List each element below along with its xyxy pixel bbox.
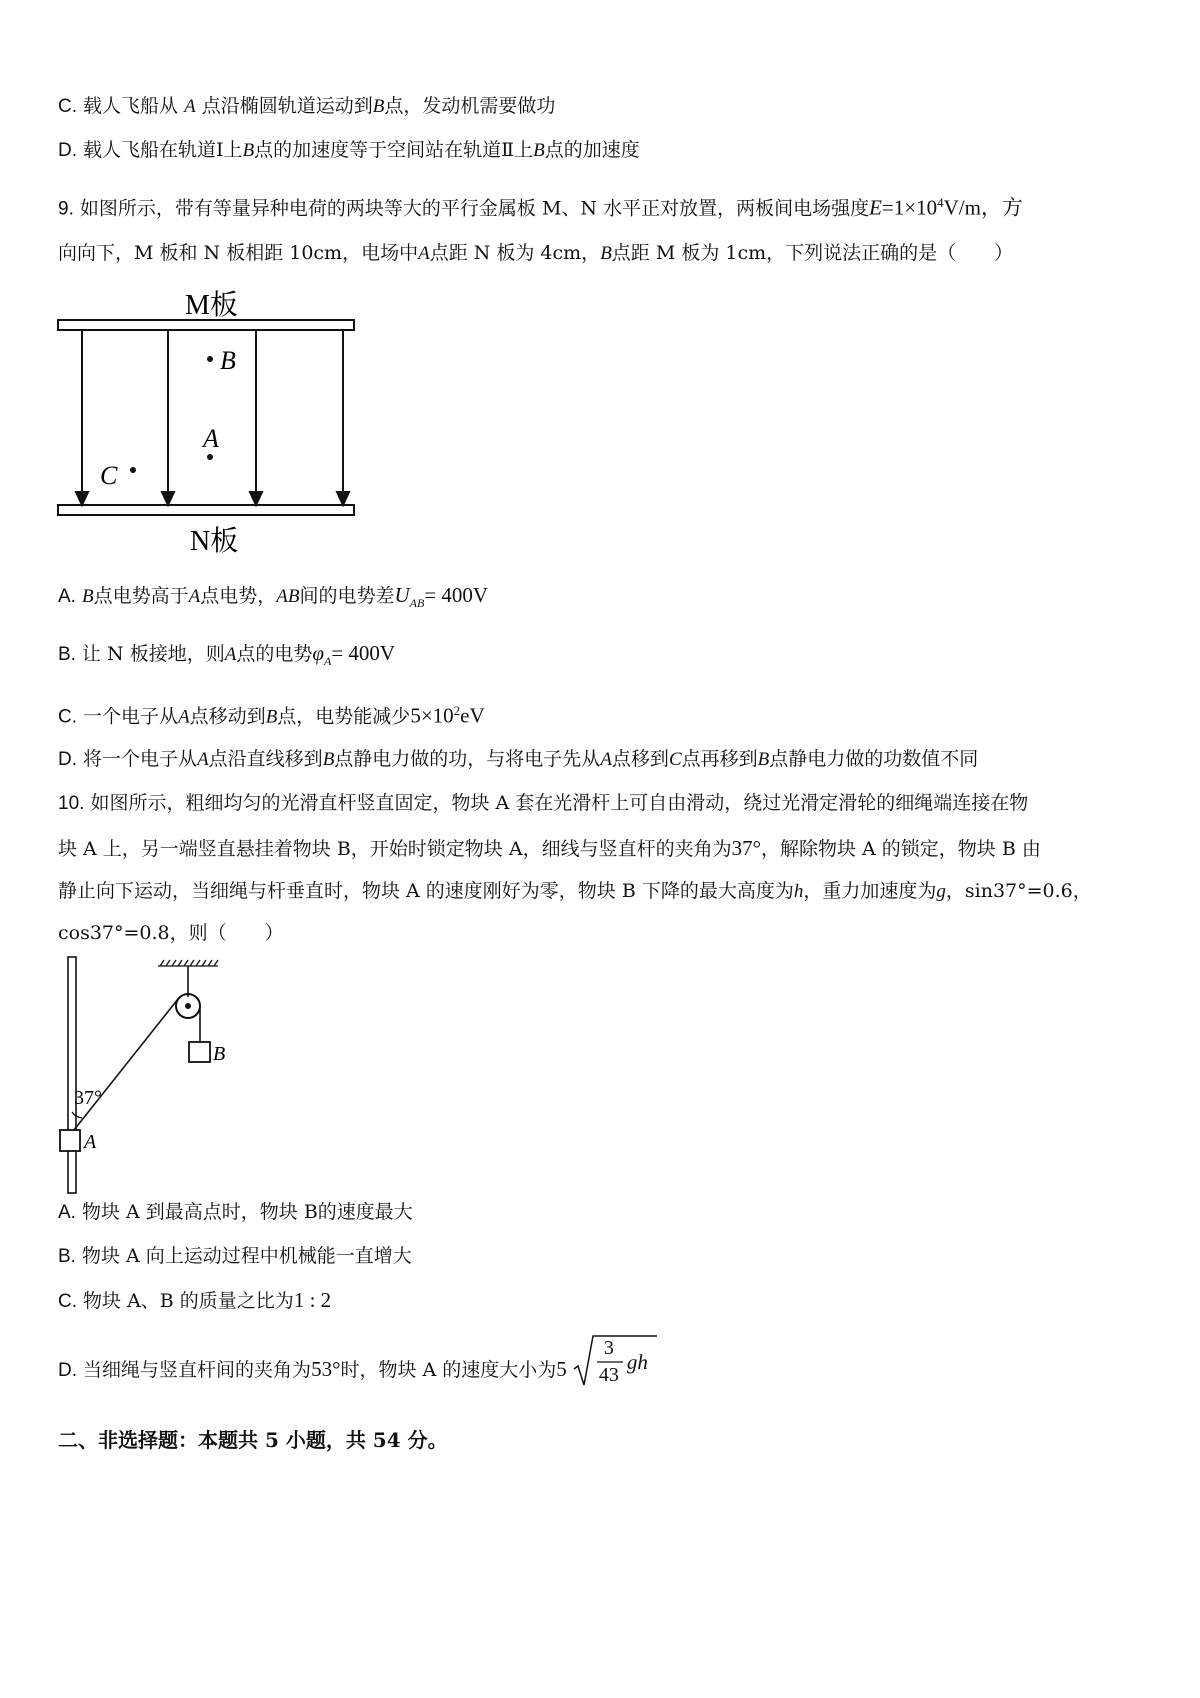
var-b: B [533, 140, 545, 161]
fraction-denominator: 43 [598, 1364, 619, 1386]
option-text: 点电势高于 [93, 585, 189, 607]
var-b: B [322, 749, 335, 770]
var-u: U [394, 583, 410, 607]
q10-option-d [58, 1337, 657, 1389]
point-c-label: C [100, 461, 118, 490]
option-text: 载人飞船从 [83, 95, 179, 117]
q9-option-a [58, 582, 488, 616]
energy-exponent: 2 [453, 703, 461, 718]
var-a: A [197, 749, 209, 770]
fraction-numerator: 3 [603, 1337, 614, 1359]
stem-text: 如图所示，带有等量异种电荷的两块等大的平行金属板 M、N 水平正对放置，两板间电场强度 [79, 197, 870, 220]
option-text: 间的电势差 [299, 585, 395, 607]
q10-option-c [58, 1287, 331, 1315]
option-label: C. [58, 96, 77, 117]
n-plate-label: N板 [190, 526, 239, 557]
q10-option-b [58, 1243, 412, 1270]
q9-option-d [58, 746, 978, 773]
option-text: 点移动到 [189, 705, 266, 728]
field-value: =1×10 [881, 195, 938, 220]
option-text: 物块 A 到最高点时，物块 B的速度最大 [82, 1201, 413, 1223]
var-a: A [600, 749, 612, 770]
option-text: 点，电势能减少 [277, 705, 411, 728]
var-b: B [600, 243, 612, 264]
var-ab: AB [276, 586, 300, 607]
var-a: A [184, 96, 196, 117]
var-c: C [668, 749, 682, 770]
energy-unit: eV [460, 703, 485, 728]
q10-stem-line1 [58, 790, 1028, 817]
option-label: B. [58, 644, 76, 665]
field-unit: V/m，方 [943, 195, 1023, 220]
var-g: g [936, 881, 946, 902]
var-phi: φ [312, 641, 324, 665]
q10-stem-line4 [58, 920, 284, 946]
stem-text: ，重力加速度为 [803, 880, 937, 902]
option-label: C. [58, 706, 77, 728]
potential-value: = 400V [331, 641, 396, 665]
stem-text: 如图所示，粗细均匀的光滑直杆竖直固定，物块 A 套在光滑杆上可自由滑动，绕过光滑定滑轮的细绳端连接在物 [90, 792, 1029, 814]
field-exponent: 4 [937, 195, 944, 210]
angle-value: 37° [731, 836, 761, 860]
block-a-label: A [84, 1131, 97, 1153]
option-label: A. [58, 586, 76, 607]
q9-stem-line1 [58, 190, 1023, 222]
q8-option-c [58, 93, 555, 120]
option-text: 点的电势 [236, 643, 313, 665]
angle-arc [72, 1112, 82, 1118]
option-label: B. [58, 1246, 76, 1267]
point-b-label: B [220, 346, 236, 375]
potential-difference-value: = 400V [424, 583, 489, 607]
option-label: A. [58, 1202, 76, 1223]
section-2-heading: 二、非选择题：本题共 5 小题，共 54 分。 [58, 1428, 448, 1452]
var-h: h [793, 881, 804, 902]
q9-option-b [58, 640, 395, 674]
rope-to-a [74, 999, 178, 1130]
block-b [189, 1042, 210, 1062]
q9-option-c [58, 698, 485, 730]
option-text: 点移到 [611, 748, 669, 770]
point-a-label: A [203, 424, 219, 453]
stem-text: 点距 M 板为 1cm，下列说法正确的是（ ） [611, 242, 1014, 264]
var-b: B [265, 706, 278, 728]
q10-figure [50, 952, 260, 1202]
pulley-axle [185, 1003, 191, 1009]
stem-text: 静止向下运动，当细绳与杆垂直时，物块 A 的速度刚好为零，物块 B 下降的最大高度为 [58, 880, 794, 902]
option-text: 点的加速度等于空间站在轨道Ⅱ上 [254, 139, 534, 161]
stem-text: 点距 N 板为 4cm， [429, 242, 601, 264]
var-e: E [869, 195, 882, 220]
var-a: A [418, 243, 430, 264]
option-label: D. [58, 1360, 77, 1381]
stem-text: cos37°=0.8，则（ ） [58, 922, 284, 944]
option-text: 让 N 板接地，则 [82, 643, 225, 665]
q9-stem-line2 [58, 240, 1013, 267]
q10-stem-line2 [58, 835, 1041, 862]
m-plate-label: M板 [185, 290, 238, 321]
option-text: 当细绳与竖直杆间的夹角为 [83, 1359, 312, 1381]
var-u-subscript: AB [409, 595, 425, 610]
ceiling-hatch [158, 960, 218, 966]
q9-figure [50, 282, 400, 612]
option-label: D. [58, 749, 77, 770]
option-text: 点电势， [200, 585, 277, 607]
option-text: 点静电力做的功数值不同 [769, 748, 979, 770]
n-plate [58, 505, 354, 515]
var-a: A [178, 706, 190, 728]
option-text: 物块 A 向上运动过程中机械能一直增大 [82, 1245, 412, 1267]
q10-stem-line3 [58, 878, 1092, 905]
var-gh: gh [626, 1350, 648, 1374]
mass-ratio: 1 : 2 [293, 1288, 332, 1312]
option-text: 点，发动机需要做功 [384, 95, 556, 117]
option-text: 一个电子从 [83, 705, 179, 728]
var-phi-subscript: A [323, 653, 332, 668]
question-number: 9. [58, 198, 74, 220]
point-a-dot [207, 454, 213, 460]
option-text: 载人飞船在轨道Ⅰ上 [83, 139, 243, 161]
stem-text: ，解除物块 A 的锁定，物块 B 由 [760, 838, 1041, 860]
stem-text: 向向下，M 板和 N 板相距 10cm，电场中 [58, 242, 419, 264]
var-b: B [242, 140, 255, 161]
var-b: B [82, 586, 94, 607]
option-text: 点的加速度 [544, 139, 640, 161]
angle-value: 53° [311, 1357, 341, 1381]
option-text: 点静电力做的功，与将电子先从 [334, 748, 601, 770]
m-plate [58, 320, 354, 330]
var-b: B [372, 96, 385, 117]
option-text: 点沿直线移到 [208, 748, 323, 770]
option-label: C. [58, 1291, 77, 1312]
q10-option-a [58, 1199, 413, 1226]
velocity-radical [573, 1333, 657, 1389]
var-b: B [757, 749, 770, 770]
block-a [60, 1130, 80, 1151]
option-text: 点再移到 [681, 748, 758, 770]
option-text: 将一个电子从 [83, 748, 198, 770]
option-text: 点沿椭圆轨道运动到 [201, 95, 373, 117]
option-label: D. [58, 140, 77, 161]
option-text: 物块 A、B 的质量之比为 [83, 1290, 294, 1312]
point-b-dot [207, 356, 213, 362]
question-number: 10. [58, 793, 85, 814]
stem-text: 块 A 上，另一端竖直悬挂着物块 B，开始时锁定物块 A，细线与竖直杆的夹角为 [58, 838, 732, 860]
angle-label: 37° [74, 1087, 102, 1109]
point-c-dot [130, 467, 136, 473]
option-text: 时，物块 A 的速度大小为 [340, 1359, 557, 1381]
vertical-rod [68, 957, 76, 1193]
velocity-coefficient: 5 [556, 1357, 567, 1381]
var-a: A [224, 644, 237, 665]
q8-option-d [58, 137, 640, 164]
block-b-label: B [213, 1043, 226, 1065]
energy-value: 5×10 [410, 703, 454, 728]
var-a: A [188, 586, 201, 607]
stem-text: ，sin37°=0.6， [945, 880, 1092, 902]
